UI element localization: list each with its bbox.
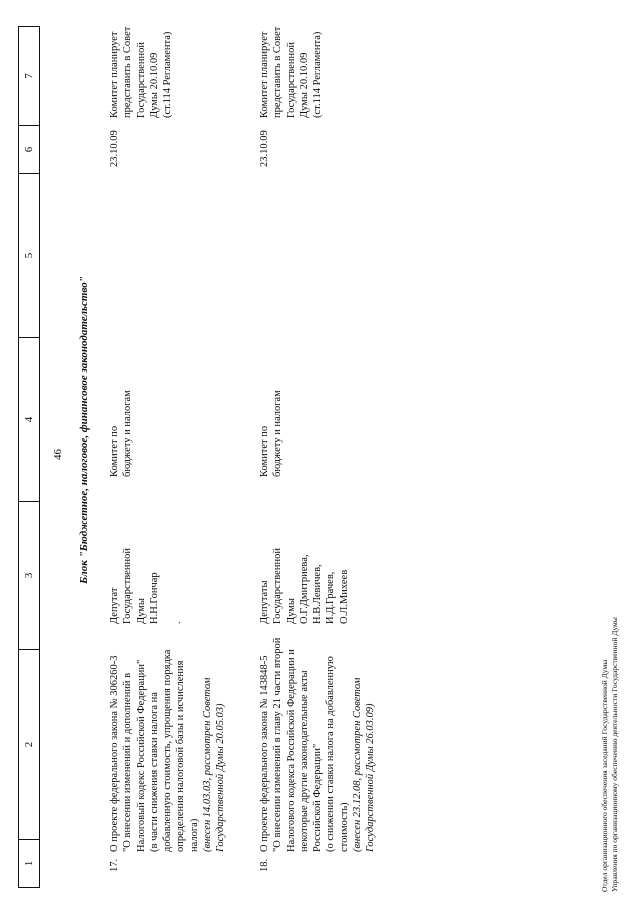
block-title: Блок "Бюджетное, налоговое, финансовое законодательство" xyxy=(78,276,90,584)
bill-title-line: О проекте федерального закона № 306260-3 xyxy=(109,655,120,852)
status-line: Комитет планирует xyxy=(259,31,270,118)
author-line: Депутаты xyxy=(259,580,270,624)
review-date: 23.10.09 xyxy=(109,130,120,167)
bill-title-line: Российской Федерации" xyxy=(312,743,324,852)
bill-note-line: Государственной Думы 20.05.03) xyxy=(215,703,227,852)
status-line: Думы 20.10.09 xyxy=(148,52,160,118)
bill-title xyxy=(108,633,228,858)
status-line: Комитет планирует xyxy=(109,31,120,118)
stray-mark: . xyxy=(172,621,183,624)
status-line: представить в Совет xyxy=(272,26,284,118)
bill-title-line: "О внесении изменений и дополнений в xyxy=(122,672,134,852)
committee-line: бюджету и налогам xyxy=(122,390,134,477)
author-line: И.Д.Грачев, xyxy=(325,571,337,624)
bill-note-line: Государственной Думы 26.03.09) xyxy=(365,703,377,852)
bill-author xyxy=(258,482,351,630)
row-number: 17. xyxy=(109,858,120,872)
bill-title-line: Налоговый кодекс Российской Федерации" xyxy=(135,659,147,852)
bill-title-line: некоторые другие законодательные акты xyxy=(298,670,310,852)
review-date: 23.10.09 xyxy=(259,130,270,167)
bill-note-line: (внесен 23.12.08, рассмотрен Советом xyxy=(352,677,364,852)
author-line: Думы xyxy=(285,598,297,624)
column-header-1: 1 xyxy=(19,839,39,887)
column-header-5: 5 xyxy=(19,173,39,337)
bill-title-line: (в части снижения ставки налога на xyxy=(148,692,160,852)
committee-line: бюджету и налогам xyxy=(272,390,284,477)
author-line: О.Л.Михеев xyxy=(338,569,350,624)
bill-title xyxy=(258,623,378,858)
column-header-4: 4 xyxy=(19,337,39,501)
responsible-committee xyxy=(108,323,135,483)
status-note xyxy=(258,24,324,124)
author-line: Депутат xyxy=(109,587,120,624)
bill-title-line: (о снижении ставки налога на добавленную xyxy=(325,656,337,852)
author-line: Н.Н.Гончар xyxy=(148,572,160,624)
bill-note-line: (внесен 14.03.03, рассмотрен Советом xyxy=(202,677,214,852)
responsible-committee xyxy=(258,323,285,483)
status-line: Государственной xyxy=(135,42,147,118)
author-line: Н.В.Левичев, xyxy=(312,564,324,624)
status-line: Государственной xyxy=(285,42,297,118)
bill-title-line: "О внесении изменений в главу 21 части второй xyxy=(272,637,284,852)
bill-title-line: стоимость) xyxy=(338,802,350,852)
footer-line: Отдел организационного обеспечения заседаний Государственной Думы xyxy=(600,659,609,892)
author-line: Государственной xyxy=(122,548,134,624)
bill-title-line: определения налоговой базы и исчисления xyxy=(175,660,187,852)
row-number: 18. xyxy=(259,858,270,872)
column-header-3: 3 xyxy=(19,501,39,649)
author-line: Думы xyxy=(135,598,147,624)
status-line: (ст.114 Регламента) xyxy=(312,31,324,118)
column-header-7: 7 xyxy=(23,73,35,79)
column-header-table xyxy=(18,26,40,888)
footer xyxy=(600,617,620,892)
committee-line: Комитет по xyxy=(109,425,120,477)
bill-title-line: добавленную стоимость, упрощения порядка xyxy=(162,649,174,852)
bill-author xyxy=(108,482,161,630)
bill-title-line: налога) xyxy=(188,818,200,852)
status-line: представить в Совет xyxy=(122,26,134,118)
footer-line: Управления по организационному обеспечению деятельности Государственной Думы xyxy=(610,617,619,892)
status-note xyxy=(108,24,174,124)
column-header-2: 2 xyxy=(19,649,39,839)
committee-line: Комитет по xyxy=(259,425,270,477)
author-line: О.Г.Дмитриева, xyxy=(298,554,310,624)
status-line: (ст.114 Регламента) xyxy=(162,31,174,118)
column-header-6: 6 xyxy=(19,125,39,173)
page-number: 46 xyxy=(52,449,64,460)
bill-title-line: Налогового кодекса Российской Федерации и xyxy=(285,649,297,852)
bill-title-line: О проекте федерального закона № 143848-5 xyxy=(259,655,270,852)
status-line: Думы 20.10.09 xyxy=(298,52,310,118)
author-line: Государственной xyxy=(272,548,284,624)
